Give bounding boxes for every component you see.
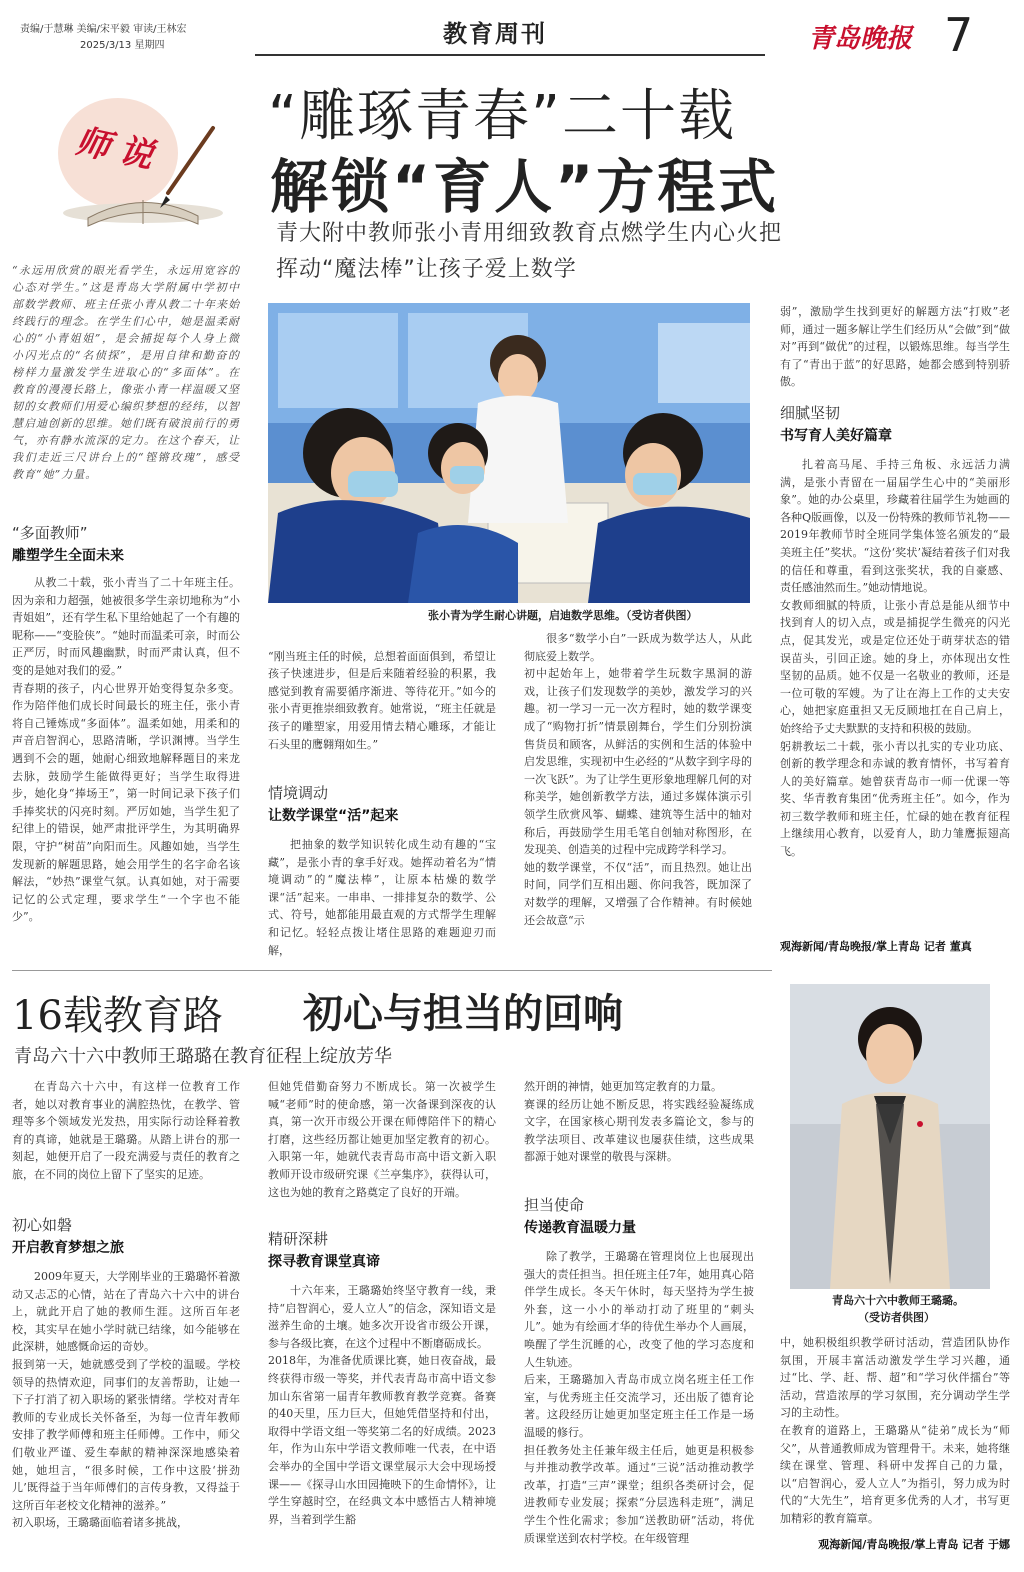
header-rule	[255, 54, 765, 56]
article1-sec1-title: “多面教师”	[12, 524, 88, 542]
article1-sec3-subtitle: 书写育人美好篇章	[780, 428, 892, 444]
article1-col1: 从教二十载，张小青当了二十年班主任。因为亲和力超强，她被很多学生亲切地称为“小青姐姐”，还有学生私下里给她起了一个有趣的昵称——“变脸侠”。“她时而温柔可亲，时而公正严厉，时而风趣幽默，时而严肃认真，但不变的是她对我们的爱。” 青春期的孩子，内心世界开始变得复杂多变。作为陪伴他们成长时间最长的班主任，张小青将自己锤炼成“多面体”。温柔如她，用柔和的声音启智润心，思路清晰，学识渊博。当学生遇到不会的题，她耐心细致地解释题目的来龙去脉，鼓励学生能做得更好；当学生取得进步，她化身“捧场王”，第一时间记录下孩子们手捧奖状的闪亮时刻。严厉如她，当学生犯了纪律上的错误，她严肃批评学生，为其明确界限，守护“树苗”向阳而生。风趣如她，当学生发现新的解题思路，她会用学生的名字命名该解法，“妙热”课堂气氛。认真如她，对于需要记忆的公式定理，要求学生“一个字也不能少”。	[12, 576, 240, 924]
article2-sec1-title: 初心如磐	[12, 1216, 73, 1234]
article2-col3b: 除了教学，王璐璐在管理岗位上也展现出强大的责任担当。担任班主任7年，她用真心陪伴学生成长。冬天午休时，每天坚持为学生披外套，这一小小的举动打动了班里的“刺头儿”。她为有绘画才华的待优生举办个人画展，唤醒了学生沉睡的心，改变了他的学习态度和人生轨迹。 后来，王璐璐加入青岛市成立岗名班主任工作室，与优秀班主任交流学习，还出版了德育论著。这段经历让她更加坚定班主任工作是一场温暖的修行。 担任教务处主任兼年级主任后，她更是积极参与并推动教学改革。通过“三说”活动推动教学改革，打造“三声”课堂；组织各类研讨会，促进教师专业发展；探索“分层选科走班”，满足学生个性化需求；参加“送教助研”活动，将优质课堂送到农村学校。在年级管理	[524, 1250, 754, 1545]
article2-photo-caption-line2: （受访者供图）	[858, 1311, 935, 1324]
article1-headline-line2: 解锁“育人”方程式	[270, 153, 780, 221]
article1-subhead-line2: 挥动“魔法棒”让孩子爱上数学	[276, 257, 577, 282]
article1-sec2-title: 情境调动	[268, 784, 329, 802]
article1-intro: “永远用欣赏的眼光看学生，永远用宽容的心态对学生。”这是青岛大学附属中学初中部数学教师、班主任张小青从教二十年来始终践行的理念。在学生们心中，她是温柔耐心的“小青姐姐”，是会捕捉每个人身上微小闪光点的“名侦探”，是用自律和勤奋的榜样力量激发学生进取心的“多面体”。在教育的漫漫长路上，像张小青一样温暖又坚韧的女教师们用爱心编织梦想的经纬，以智慧启迪创新的思维。她们既有破浪前行的勇气，亦有静水流深的定力。在这个春天，让我们走近三尺讲台上的“铿锵玫瑰”，感受教育“她”力量。	[12, 264, 240, 481]
article2-col4: 中，她积极组织教学研讨活动，营造团队协作氛围，开展丰富活动激发学生学习兴趣，通过“比、学、赶、帮、超”和“学习伙伴擂台”等活动，营造浓厚的学习氛围，充分调动学生学习的主动性。 在教育的道路上，王璐璐从“徒弟”成长为“师父”，从普通教师成为管理骨干。未来，她将继续在课堂、管理、科研中发挥自己的力量，以“启智润心，爱人立人”为指引，努力成为时代的“大先生”，培育更多优秀的人才，书写更加精彩的教育篇章。	[780, 1336, 1010, 1525]
article1-byline: 观海新闻/青岛晚报/掌上青岛 记者 董真	[780, 940, 972, 953]
article2-col3: 然开朗的神情，她更加笃定教育的力量。 赛课的经历让她不断反思，将实践经验凝练成文字，在国家核心期刊发表多篇论文，参与的教学法项目、改革建议也屡获佳绩，这些成果都源于她对课堂的敬畏与深耕。	[524, 1080, 754, 1164]
section-title: 教育周刊	[443, 20, 547, 48]
classroom-illustration	[268, 303, 750, 603]
article2-photo-caption-line1: 青岛六十六中教师王璐璐。	[832, 1294, 964, 1307]
article2-sec1-subtitle: 开启教育梦想之旅	[12, 1240, 124, 1256]
article1-col4: 弱”，激励学生找到更好的解题方法“打败”老师，通过一题多解让学生们经历从“会做”到“做对”再到“做优”的过程，以锻炼思维。每当学生有了“青出于蓝”的好思路，她都会感到特别骄傲。	[780, 305, 1010, 389]
article2-col2b: 十六年来，王璐璐始终坚守教育一线，秉持“启智润心，爱人立人”的信念，深知语文是滋养生命的土壤。她多次开设省市级公开课，参与各级比赛，在这个过程中不断磨砺成长。 2018年，为准备优质课比赛，她日夜奋战，最终获得市级一等奖，并代表青岛市高中语文参加山东省第一届青年教师教育教学竞赛。备赛的40天里，压力巨大，但她凭借坚持和付出，取得中学语文组一等奖第二名的好成绩。2023年，作为山东中学语文教师唯一代表，在中语会举办的全国中学语文课堂展示大会中现场授课——《探寻山水田园掩映下的生命情怀》，让学生穿越时空，在经典文本中感悟古人精神境界，当着到学生豁	[268, 1284, 496, 1526]
newspaper-logo: 青岛晚报	[808, 24, 913, 54]
article1-col2-text: “刚当班主任的时候，总想着面面俱到，希望让孩子快速进步，但是后来随着经验的积累，我感觉到教育需要循序渐进、等待花开。”如今的张小青更推崇细致教育。她常说，“班主任就是孩子的雕塑家，用爱用情去精心雕琢，才能让石头里的鹰翱翔如生。”	[268, 649, 496, 751]
article2-sec3-subtitle: 传递教育温暖力量	[524, 1220, 636, 1236]
article2-sec3-title: 担当使命	[524, 1196, 585, 1214]
article2-byline: 观海新闻/青岛晚报/掌上青岛 记者 于娜	[818, 1538, 1010, 1551]
teacher-portrait-photo	[790, 984, 990, 1289]
column-logo	[48, 88, 238, 243]
article2-headline-part1: 16载教育路	[12, 993, 223, 1039]
masthead-meta	[20, 22, 186, 54]
article2-col2: 但她凭借勤奋努力不断成长。第一次被学生喊“老师”时的使命感，第一次备课到深夜的认真，第一次开市级公开课在师傅陪伴下的精心打磨，这些经历都让她更加坚定教育的初心。入职第一年，她就代表青岛市高中语文新入职教师开设市级研究课《兰亭集序》，获得认可，这也为她的教育之路奠定了良好的开端。	[268, 1080, 496, 1199]
article1-photo-caption: 张小青为学生耐心讲题，启迪数学思维。（受访者供图）	[428, 609, 698, 622]
article-divider	[12, 970, 772, 971]
page-number: 7	[944, 8, 974, 62]
article1-col2b: 把抽象的数学知识转化成生动有趣的“宝藏”，是张小青的拿手好戏。她挥动着名为“情境调动”的“魔法棒”，让原本枯燥的数学课“活”起来。一串串、一排排复杂的数学、公式、符号，她都能用最直观的方式帮学生理解和记忆。轻轻点拨让堵住思路的难题迎刃而解，	[268, 838, 496, 957]
article2-headline-part2: 初心与担当的回响	[303, 991, 623, 1037]
editor-credits: 责编/于慧琳 美编/宋平毅 审读/王林宏	[20, 24, 187, 35]
article1-col2	[268, 630, 496, 770]
article1-subhead-line1: 青大附中教师张小青用细致教育点燃学生内心火把	[276, 221, 783, 246]
article1-sec3-title: 细腻坚韧	[780, 404, 841, 422]
teacher-classroom-photo	[268, 303, 750, 603]
article2-subhead: 青岛六十六中教师王璐璐在教育征程上绽放芳华	[14, 1046, 392, 1067]
article1-sec1-subtitle: 雕塑学生全面未来	[12, 548, 124, 564]
issue-date: 2025/3/13 星期四	[80, 40, 165, 51]
article1-headline-line1: “雕琢青春”二十载	[268, 84, 737, 149]
article2-sec2-title: 精研深耕	[268, 1230, 329, 1248]
article2-col1b: 2009年夏天，大学刚毕业的王璐璐怀着激动又忐忑的心情，站在了青岛六十六中的讲台上，就此开启了她的教师生涯。这所百年老校，其实早在她小学时就已结缘，如今能够在此深耕，她感慨命运的奇妙。 报到第一天，她就感受到了学校的温暖。学校领导的热情欢迎，同事们的友善帮助，让她一下子打消了初入职场的紧张情绪。学校对青年教师的专业成长关怀备至，为每一位青年教师安排了教学师傅和班主任师傅。工作中，师父们敬业严谨、爱生奉献的精神深深地感染着她，她坦言，“很多时候，工作中这股‘拼劲儿’既得益于当年师傅们的言传身教，又得益于这所百年老校文化精神的滋养。” 初入职场，王璐璐面临着诸多挑战，	[12, 1270, 240, 1530]
portrait-illustration	[790, 984, 990, 1289]
article1-sec2-subtitle: 让数学课堂“活”起来	[268, 808, 399, 824]
column-logo-text: 师说	[72, 121, 167, 179]
article1-col3: 很多“数学小白”一跃成为数学达人，从此彻底爱上数学。 初中起始年上，她带着学生玩数字黑洞的游戏，让孩子们发现数学的美妙，激发学习的兴趣。初一学习一元一次方程时，她的数学课变成了“购物打折”情景剧舞台，学生们分别扮演售货员和顾客，从鲜活的实例和生活的体验中启发思维，实现初中生必经的“从数字到字母的一次飞跃”。为了让学生更形象地理解几何的对称美学，她创新教学方法，通过多媒体演示引领学生欣赏风筝、蝴蝶、建筑等生活中的轴对称后，再鼓励学生用毛笔自创轴对称图形，在发现美、创造美的过程中完成跨学科学习。 她的数学课堂，不仅“活”，而且热烈。她让出时间，同学们互相出题、你问我答，既加深了对数学的理解，又增强了合作精神。有时候她还会故意“示	[524, 632, 752, 927]
article1-col4b: 扎着高马尾、手持三角板、永远活力满满，是张小青留在一届届学生心中的“美丽形象”。她的办公桌里，珍藏着往届学生为她画的各种Q版画像，以及一份特殊的教师节礼物——2019年教师节时全班同学集体签名颁发的“最美班主任”奖状。“这份‘奖状’凝结着孩子们对我的信任和尊重，看到这张奖状，我的自豪感、责任感油然而生。”她动情地说。 女教师细腻的特质，让张小青总是能从细节中找到育人的切入点，或是捕捉学生微亮的闪光点，促其发光，或是定位还处于萌芽状态的错误苗头，引回正途。她的身上，亦体现出女性坚韧的品质。她不仅是一名敬业的教师，还是一位可敬的军嫂。为了让在海上工作的丈夫安心，她把家庭重担又无反顾地扛在自己肩上，始终给予丈夫默默的支持和积极的鼓励。 躬耕教坛二十载，张小青以扎实的专业功底、创新的教学理念和赤诚的教育情怀，书写着育人的美好篇章。她曾获青岛市一师一优课一等奖、华青教育集团“优秀班主任”。如今，作为初三数学教师和班主任，忙碌的她在教育征程上继续用心教育，以爱育人，助力雏鹰振翅高飞。	[780, 458, 1010, 859]
article2-col1: 在青岛六十六中，有这样一位教育工作者，她以对教育事业的满腔热忱，在教学、管理等多个领域发光发热，用实际行动诠释着教育的真谛，她就是王璐璐。从踏上讲台的那一刻起，她便开启了一段充满爱与责任的教育之旅，在不同的岗位上留下了坚实的足迹。	[12, 1080, 240, 1181]
article2-sec2-subtitle: 探寻教育课堂真谛	[268, 1254, 380, 1270]
